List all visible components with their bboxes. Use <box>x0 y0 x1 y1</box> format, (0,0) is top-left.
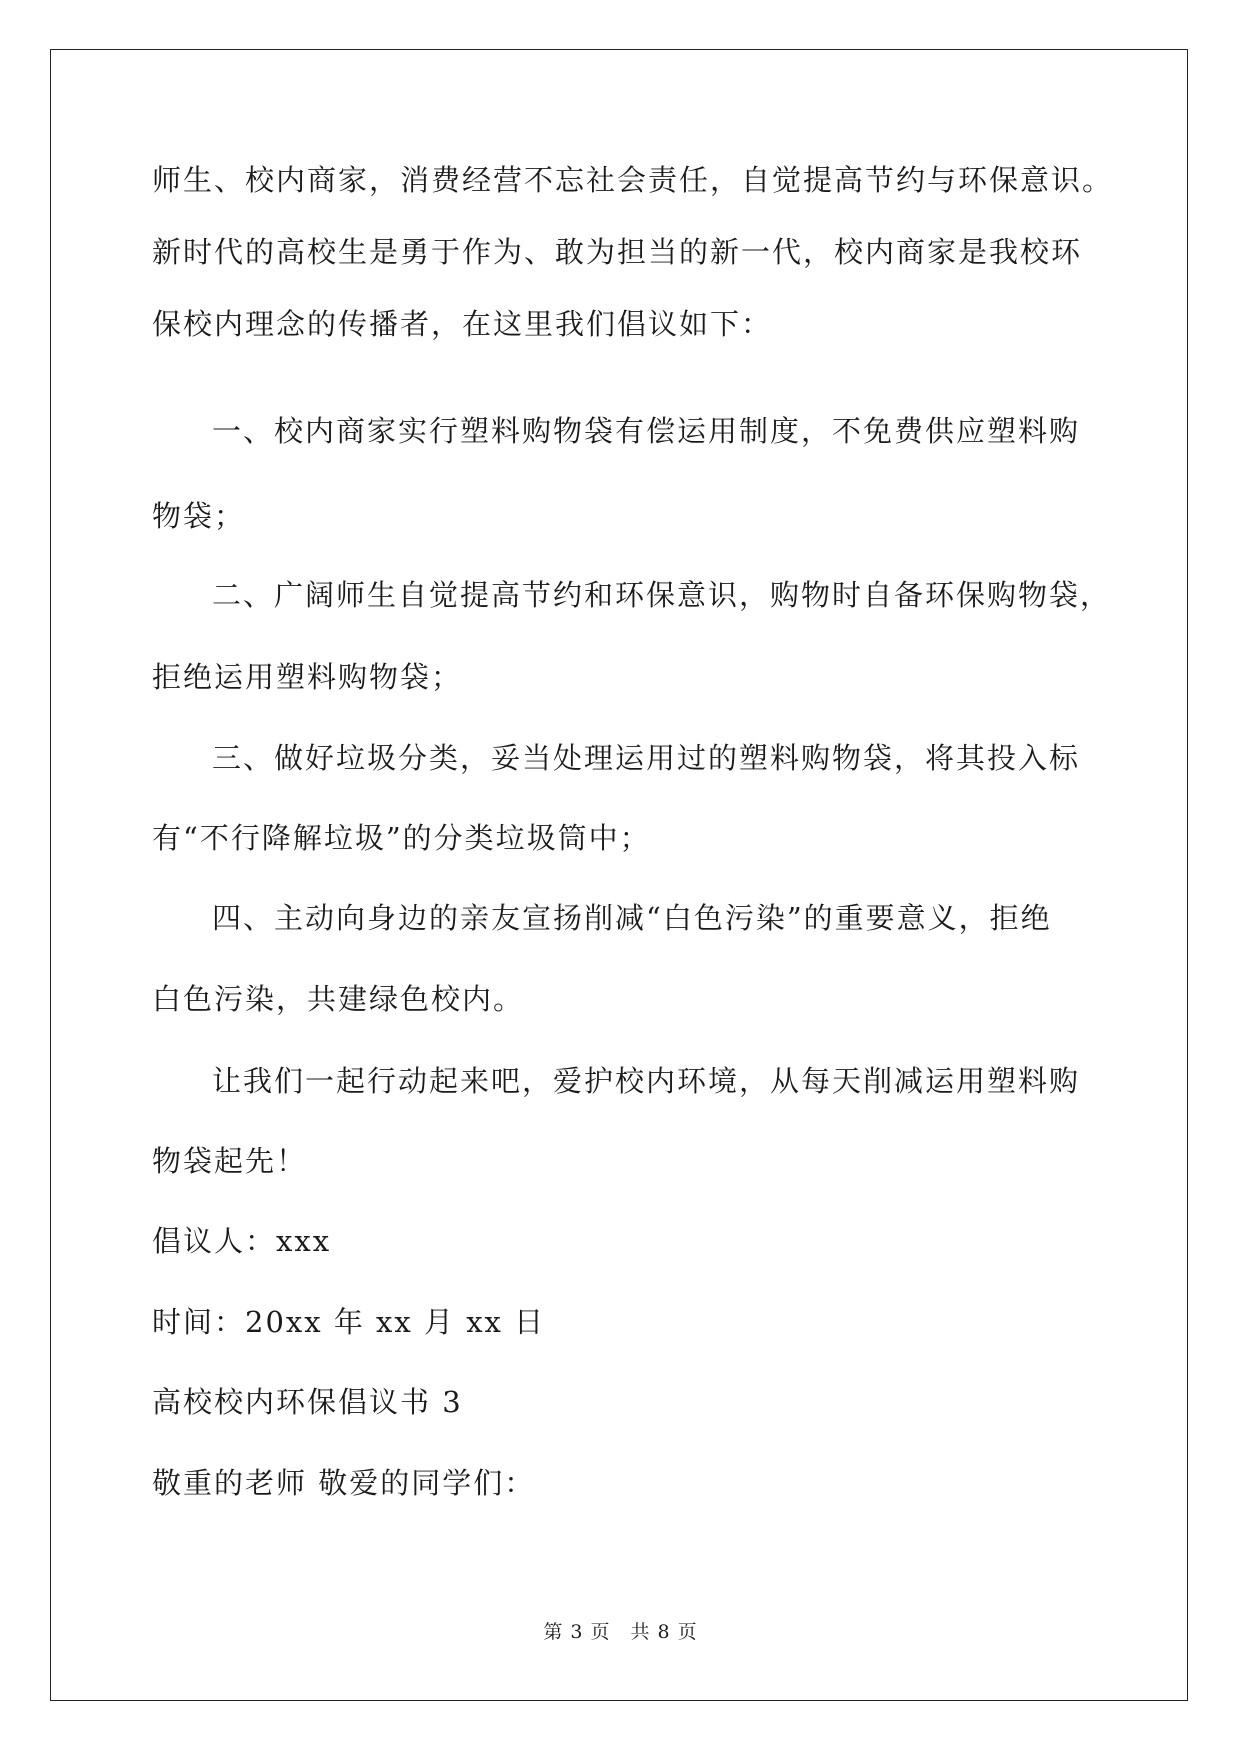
paragraph-line: 拒绝运用塑料购物袋； <box>152 660 463 694</box>
signature-line: 倡议人：xxx <box>152 1224 332 1258</box>
paragraph-line: 一、校内商家实行塑料购物袋有偿运用制度，不免费供应塑料购 <box>212 414 1081 448</box>
paragraph-line: 新时代的高校生是勇于作为、敢为担当的新一代，校内商家是我校环 <box>152 235 1083 269</box>
date-line: 时间：20xx 年 xx 月 xx 日 <box>152 1305 546 1339</box>
section-title: 高校校内环保倡议书 3 <box>152 1385 463 1419</box>
page-border <box>50 49 1188 1701</box>
page-number: 第 3 页 共 8 页 <box>543 1621 698 1643</box>
paragraph-line: 四、主动向身边的亲友宣扬削减“白色污染”的重要意义，拒绝 <box>212 901 1052 935</box>
paragraph-line: 保校内理念的传播者，在这里我们倡议如下： <box>152 307 773 341</box>
paragraph-line: 让我们一起行动起来吧，爱护校内环境，从每天削减运用塑料购 <box>212 1064 1081 1098</box>
paragraph-line: 物袋； <box>152 499 246 533</box>
paragraph-line: 三、做好垃圾分类，妥当处理运用过的塑料购物袋，将其投入标 <box>212 741 1081 775</box>
paragraph-line: 二、广阔师生自觉提高节约和环保意识，购物时自备环保购物袋， <box>212 578 1112 612</box>
paragraph-line: 物袋起先！ <box>152 1144 308 1178</box>
paragraph-line: 师生、校内商家，消费经营不忘社会责任，自觉提高节约与环保意识。 <box>152 163 1114 197</box>
paragraph-line: 有“不行降解垃圾”的分类垃圾筒中； <box>152 821 651 855</box>
salutation-line: 敬重的老师 敬爱的同学们： <box>152 1466 536 1500</box>
paragraph-line: 白色污染，共建绿色校内。 <box>152 982 525 1016</box>
